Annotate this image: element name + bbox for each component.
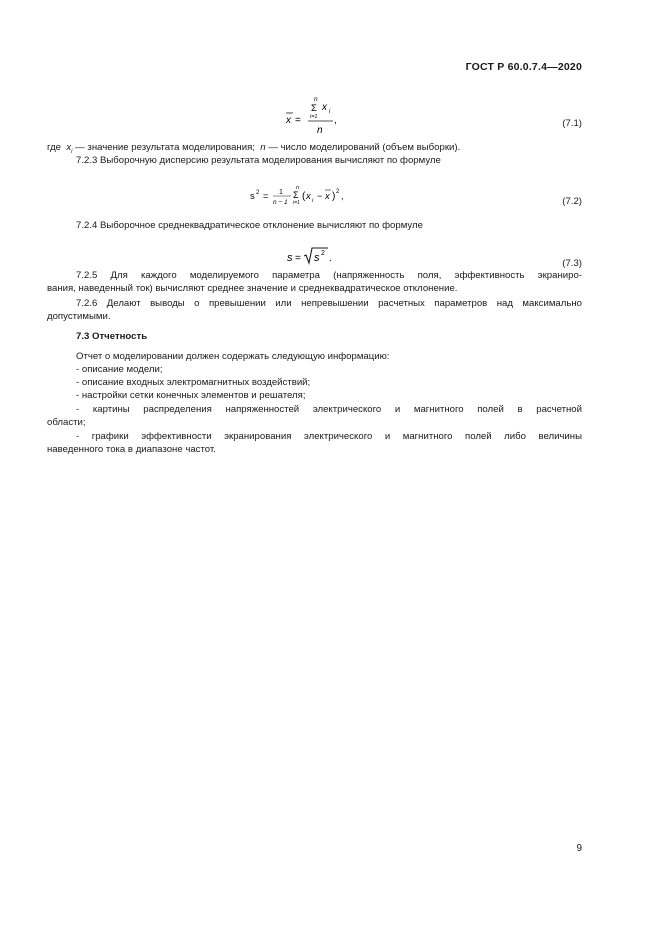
equation-7-3 xyxy=(284,244,344,268)
where-var1-sub: i xyxy=(71,148,73,155)
eq71-equals: = xyxy=(295,115,301,126)
eq73-lhs: s xyxy=(287,252,293,264)
eq72-sum-top: n xyxy=(296,185,300,191)
where-text1: — значение результата моделирования; xyxy=(75,142,255,153)
where-var1: x xyxy=(66,142,72,153)
eq73-rad-var: s xyxy=(314,252,320,264)
eq72-x-sub: i xyxy=(312,198,314,204)
report-item-4-line-1: - картины распределения напряженностей электрического и магнитного полей в расчетной xyxy=(76,404,582,415)
eq72-x: x xyxy=(306,191,311,202)
report-item: - настройки сетки конечных элементов и решателя; xyxy=(76,390,306,401)
paragraph-7-2-6-line-2: допустимыми. xyxy=(47,311,111,322)
report-item-5-line-2: наведенного тока в диапазоне частот. xyxy=(47,444,216,455)
report-intro: Отчет о моделировании должен содержать следующую информацию: xyxy=(76,351,390,362)
where-var2: n xyxy=(260,142,266,153)
eq71-trail: , xyxy=(334,115,337,126)
eq72-close-paren: ) xyxy=(332,191,336,202)
eq72-sup: 2 xyxy=(336,189,340,195)
paragraph-7-2-5-line-1: 7.2.5 Для каждого моделируемого параметра (напряженность поля, эффективность экраниро- xyxy=(76,270,582,281)
eq72-frac-den: n − 1 xyxy=(273,199,288,206)
eq72-sum-bottom: i=1 xyxy=(293,200,300,206)
eq71-denominator: n xyxy=(317,125,323,136)
paragraph-7-2-5-line-2: вания, наведенный ток) вычисляют среднее значение и среднеквадратическое отклонение. xyxy=(47,283,458,294)
eq71-lhs: x xyxy=(286,115,291,126)
eq72-sum-sign: Σ xyxy=(293,190,299,200)
document-code: ГОСТ Р 60.0.7.4—2020 xyxy=(465,61,582,73)
equation-7-2 xyxy=(248,183,348,213)
report-item-4-line-2: области; xyxy=(47,417,86,428)
report-item-5-line-1: - графики эффективности экранирования электрического и магнитного полей либо величины xyxy=(76,431,582,442)
eq72-trail: , xyxy=(341,191,344,201)
equation-number-7-2: (7.2) xyxy=(562,196,582,207)
eq72-equals: = xyxy=(263,191,269,201)
report-item: - описание входных электромагнитных воздействий; xyxy=(76,377,311,388)
equation-7-1 xyxy=(270,93,360,139)
eq71-numerator-sub: i xyxy=(329,109,331,115)
where-prefix: где xyxy=(47,142,62,153)
eq72-xbar: x xyxy=(325,191,330,202)
eq72-minus: − xyxy=(317,191,323,201)
paragraph-7-2-4: 7.2.4 Выборочное среднеквадратическое отклонение вычисляют по формуле xyxy=(76,220,423,231)
eq71-sum-top: n xyxy=(314,96,318,103)
page-number: 9 xyxy=(576,843,582,854)
eq72-lhs-sup: 2 xyxy=(256,190,260,196)
equation-number-7-1: (7.1) xyxy=(562,118,582,129)
paragraph-7-2-6-line-1: 7.2.6 Делают выводы о превышении или непревышении расчетных параметров над максимально xyxy=(76,298,582,309)
eq72-frac-num: 1 xyxy=(279,189,283,196)
eq71-sum-sign: Σ xyxy=(311,103,317,114)
equation-number-7-3: (7.3) xyxy=(562,258,582,269)
eq71-sum-bottom: i=1 xyxy=(310,114,318,120)
eq73-rad-sup: 2 xyxy=(321,250,325,257)
eq72-open-paren: ( xyxy=(302,191,306,202)
eq71-numerator-var: x xyxy=(322,102,327,113)
eq72-lhs: s xyxy=(250,191,255,202)
report-item: - описание модели; xyxy=(76,364,163,375)
paragraph-7-2-3: 7.2.3 Выборочную дисперсию результата моделирования вычисляют по формуле xyxy=(76,155,441,166)
section-7-3-title: 7.3 Отчетность xyxy=(76,331,148,342)
where-text2: — число моделирований (объем выборки). xyxy=(268,142,461,153)
eq73-equals: = xyxy=(295,253,301,264)
eq73-trail: . xyxy=(329,253,332,264)
